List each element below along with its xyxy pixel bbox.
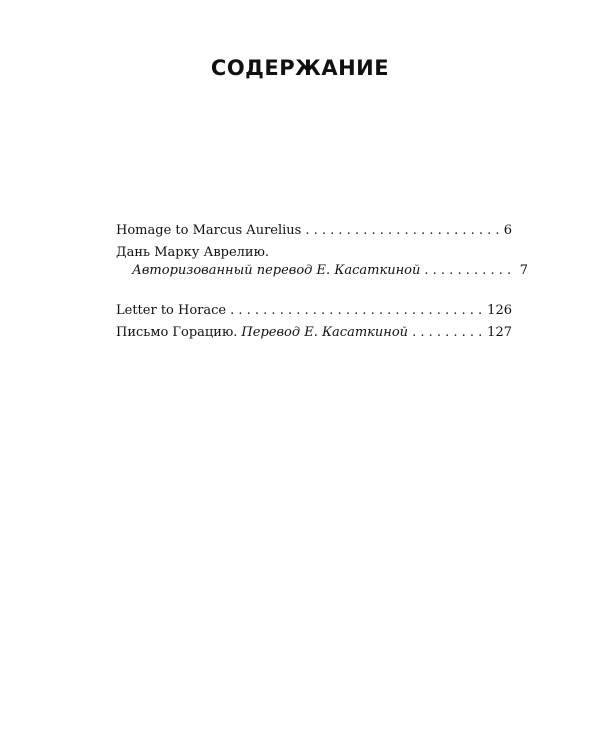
toc-entry-title: Homage to Marcus Aurelius [116, 223, 302, 238]
toc-entry-pismo[interactable] [116, 324, 512, 342]
dot-leader [305, 222, 499, 240]
toc-entry-page: 6 [503, 223, 512, 238]
toc-entry-page: 127 [487, 325, 512, 340]
dot-leader [424, 262, 515, 280]
toc-entry-dan[interactable] [116, 244, 528, 280]
dot-leader [230, 302, 483, 320]
toc-entry-title: Письмо Горацию. [116, 325, 238, 340]
toc-entry-page: 7 [519, 263, 528, 278]
toc-entry-title: Дань Марку Аврелию. [116, 245, 270, 260]
toc-entry-letter[interactable] [116, 302, 512, 320]
toc-entry-subtitle: Перевод Е. Касаткиной [241, 325, 409, 340]
toc-entry-homage[interactable] [116, 222, 512, 240]
toc-entry-title: Letter to Horace [116, 303, 227, 318]
toc-entry-subtitle: Авторизованный перевод Е. Касаткиной [132, 263, 421, 278]
table-of-contents [116, 222, 528, 342]
dot-leader [412, 324, 483, 342]
toc-entry-page: 126 [487, 303, 512, 318]
page-title: СОДЕРЖАНИЕ [210, 56, 390, 80]
